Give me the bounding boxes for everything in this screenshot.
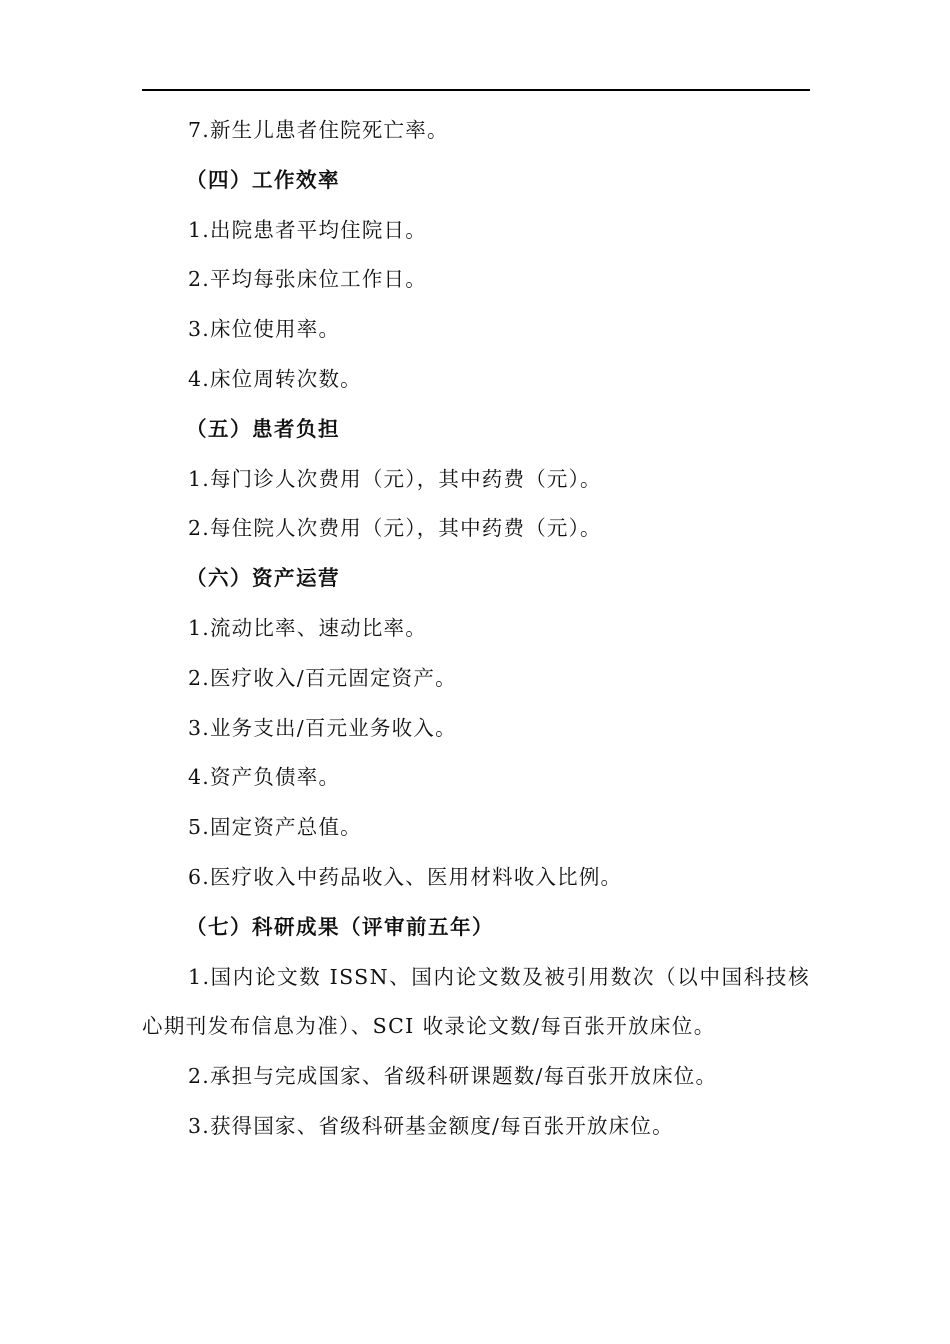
list-item: 2.平均每张床位工作日。 [188,267,427,292]
list-item: 2.承担与完成国家、省级科研课题数/每百张开放床位。 [188,1064,718,1089]
list-item: 4.床位周转次数。 [188,366,362,391]
section-heading: （七）科研成果（评审前五年） [186,914,494,939]
section-heading: （六）资产运营 [186,566,340,591]
list-item: 3.业务支出/百元业务收入。 [188,715,457,740]
list-item: 1.每门诊人次费用（元），其中药费（元）。 [188,466,602,491]
section-heading: （五）患者负担 [186,416,340,441]
list-item: 2.每住院人次费用（元），其中药费（元）。 [188,516,602,541]
list-item: 3.床位使用率。 [188,317,341,342]
list-item: 6.医疗收入中药品收入、医用材料收入比例。 [188,864,623,889]
document-body [142,106,810,1152]
header-rule [142,89,810,91]
list-item: 3.获得国家、省级科研基金额度/每百张开放床位。 [188,1113,674,1138]
list-item: 4.资产负债率。 [188,765,341,790]
list-item-paragraph: 1.国内论文数 ISSN、国内论文数及被引用数次（以中国科技核心期刊发布信息为准）、SCI 收录论文数/每百张开放床位。 [142,964,810,1039]
list-item: 1.出院患者平均住院日。 [188,217,427,242]
section-heading: （四）工作效率 [186,167,340,192]
list-item: 2.医疗收入/百元固定资产。 [188,665,457,690]
list-item: 5.固定资产总值。 [188,815,362,840]
list-item: 1.流动比率、速动比率。 [188,615,427,640]
list-item: 7.新生儿患者住院死亡率。 [188,118,449,142]
